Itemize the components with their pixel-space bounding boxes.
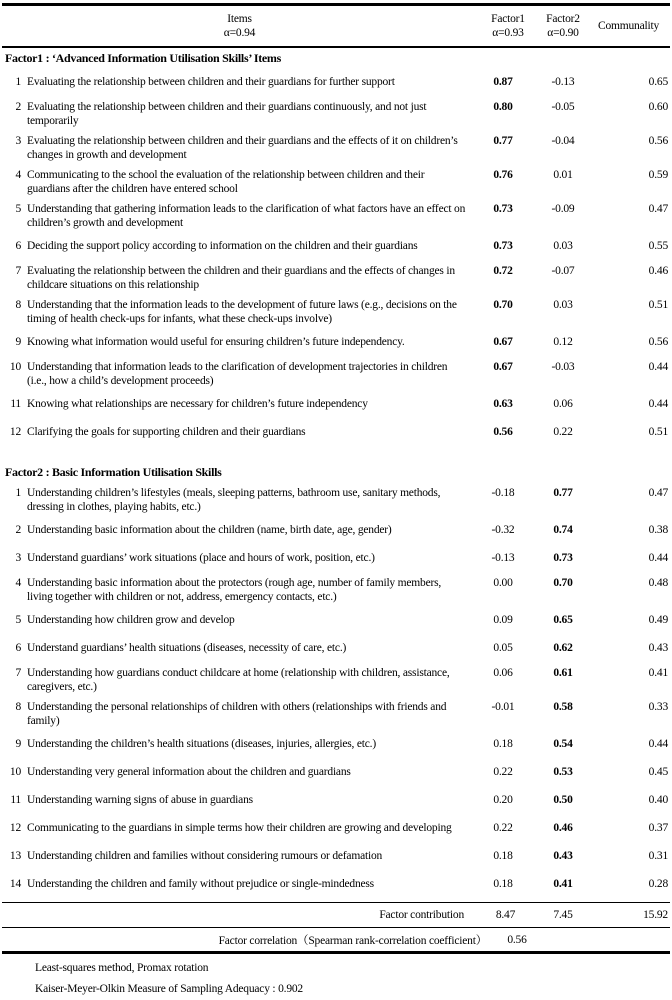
item-number: 12 xyxy=(9,822,21,834)
item-number: 8 xyxy=(15,299,21,311)
item-text: Knowing what information would useful for ensuring children’s future independency. xyxy=(27,336,405,348)
factor2-loading: 0.03 xyxy=(553,240,573,252)
communality-value: 0.44 xyxy=(648,552,668,564)
factor2-loading: 0.03 xyxy=(553,299,573,311)
item-text: Understanding that the information leads to the development of future laws (e.g., decisions on the timing of health check-ups for infants, what these check-ups involve) xyxy=(27,299,457,325)
table-row xyxy=(2,294,670,328)
communality-value: 0.56 xyxy=(648,336,668,348)
table-row xyxy=(2,516,670,544)
factor1-loading: 0.00 xyxy=(493,577,513,589)
item-text: Understand guardians’ health situations (diseases, necessity of care, etc.) xyxy=(27,642,347,654)
communality-value: 0.40 xyxy=(648,794,668,806)
factor2-loading: 0.70 xyxy=(553,577,573,589)
header-communality: Communality xyxy=(597,20,660,32)
item-text: Communicating to the school the evaluation of the relationship between children and their guardians after the children have entered school xyxy=(27,169,425,195)
factor2-loading: -0.07 xyxy=(551,265,575,277)
factor1-loading: 0.06 xyxy=(493,667,513,679)
communality-value: 0.51 xyxy=(648,299,668,311)
table-row xyxy=(2,842,670,870)
factor1-loading: 0.87 xyxy=(493,76,513,88)
communality-value: 0.45 xyxy=(648,766,668,778)
factor1-rows xyxy=(2,68,670,446)
item-text: Understanding how children grow and develop xyxy=(27,614,235,626)
communality-value: 0.38 xyxy=(648,524,668,536)
note-kmo: Kaiser-Meyer-Olkin Measure of Sampling Adequacy : 0.902 xyxy=(35,983,303,995)
factor2-loading: 0.46 xyxy=(553,822,573,834)
item-number: 4 xyxy=(15,577,21,589)
factor1-loading: 0.05 xyxy=(493,642,513,654)
item-text: Understanding children’s lifestyles (meals, sleeping patterns, bathroom use, sanitary methods, dressing in clothes, playing habits, etc.) xyxy=(27,487,441,513)
factor2-loading: 0.61 xyxy=(553,667,573,679)
item-text: Understanding how guardians conduct childcare at home (relationship with children, assistance, caregivers, etc.) xyxy=(27,667,450,693)
communality-value: 0.60 xyxy=(648,101,668,113)
table-notes xyxy=(2,954,670,1000)
factor1-loading: 0.20 xyxy=(493,794,513,806)
item-text: Understanding warning signs of abuse in guardians xyxy=(27,794,253,806)
item-number: 2 xyxy=(15,101,21,113)
item-number: 11 xyxy=(10,398,21,410)
table-row xyxy=(2,814,670,842)
table-row xyxy=(2,696,670,730)
header-items xyxy=(2,12,477,40)
table-row xyxy=(2,786,670,814)
communality-value: 0.56 xyxy=(648,135,668,147)
header-factor2-alpha: α=0.90 xyxy=(547,27,579,39)
factor2-loading: -0.05 xyxy=(551,101,575,113)
factor2-loading: 0.22 xyxy=(553,426,573,438)
factor1-loading: 0.18 xyxy=(493,850,513,862)
item-number: 13 xyxy=(9,850,21,862)
factor2-loading: 0.58 xyxy=(553,701,573,713)
table-header xyxy=(2,6,670,48)
item-number: 2 xyxy=(15,524,21,536)
item-text: Communicating to the guardians in simple terms how their children are growing and developing xyxy=(27,822,452,834)
factor2-loading: -0.13 xyxy=(551,76,575,88)
communality-value: 0.47 xyxy=(648,487,668,499)
table-row xyxy=(2,662,670,696)
factor1-loading: 0.80 xyxy=(493,101,513,113)
item-text: Knowing what relationships are necessary for children’s future independency xyxy=(27,398,368,410)
factor1-loading: 0.70 xyxy=(493,299,513,311)
item-text: Understanding that information leads to the clarification of development trajectories in children (i.e., how a child’s development proceeds) xyxy=(27,361,448,387)
item-number: 12 xyxy=(9,426,21,438)
table-row xyxy=(2,130,670,164)
item-number: 1 xyxy=(15,487,21,499)
factor2-loading: 0.50 xyxy=(553,794,573,806)
communality-value: 0.51 xyxy=(648,426,668,438)
item-text: Clarifying the goals for supporting children and their guardians xyxy=(27,426,306,438)
factor1-loading: 0.63 xyxy=(493,398,513,410)
item-number: 3 xyxy=(15,135,21,147)
factor2-loading: 0.73 xyxy=(553,552,573,564)
header-factor1-label: Factor1 xyxy=(491,13,525,25)
table-row xyxy=(2,418,670,446)
communality-value: 0.33 xyxy=(648,701,668,713)
factor1-loading: 0.22 xyxy=(493,766,513,778)
factor1-loading: 0.56 xyxy=(493,426,513,438)
factor2-loading: 0.62 xyxy=(553,642,573,654)
item-text: Evaluating the relationship between children and their guardians continuously, and not just temporarily xyxy=(27,101,427,127)
item-text: Understanding very general information about the children and guardians xyxy=(27,766,351,778)
item-text: Understand guardians’ work situations (place and hours of work, position, etc.) xyxy=(27,552,375,564)
factor2-section-title: Factor2 : Basic Information Utilisation Skills xyxy=(5,465,222,479)
item-number: 9 xyxy=(15,738,21,750)
factor2-loading: -0.09 xyxy=(551,203,575,215)
factor1-loading: 0.22 xyxy=(493,822,513,834)
factor2-loading: 0.54 xyxy=(553,738,573,750)
table-row xyxy=(2,68,670,96)
factor2-loading: 0.43 xyxy=(553,850,573,862)
communality-value: 0.43 xyxy=(648,642,668,654)
factor-contribution-f2: 7.45 xyxy=(553,909,573,921)
item-number: 10 xyxy=(9,361,21,373)
communality-value: 0.37 xyxy=(648,822,668,834)
communality-value: 0.59 xyxy=(648,169,668,181)
factor2-loading: 0.53 xyxy=(553,766,573,778)
factor-correlation-label: Factor correlation（Spearman rank-correlation coefficient） xyxy=(218,934,487,947)
factor2-loading: -0.03 xyxy=(551,361,575,373)
header-items-alpha: α=0.94 xyxy=(223,27,256,39)
table-row xyxy=(2,572,670,606)
item-number: 8 xyxy=(15,701,21,713)
item-number: 6 xyxy=(15,642,21,654)
item-number: 10 xyxy=(9,766,21,778)
factor2-rows xyxy=(2,482,670,898)
table-row xyxy=(2,634,670,662)
item-text: Understanding basic information about the protectors (rough age, number of family members, living together with children or not, address, emergency contacts, etc.) xyxy=(27,577,442,603)
factor1-loading: 0.18 xyxy=(493,738,513,750)
factor2-loading: 0.12 xyxy=(553,336,573,348)
factor2-loading: 0.74 xyxy=(553,524,573,536)
table-row xyxy=(2,730,670,758)
header-factor2 xyxy=(539,12,587,40)
item-text: Understanding that gathering information leads to the clarification of what factors have an effect on children’s growth and development xyxy=(27,203,466,229)
table-row xyxy=(2,870,670,898)
communality-value: 0.48 xyxy=(648,577,668,589)
communality-value: 0.31 xyxy=(648,850,668,862)
header-factor2-label: Factor2 xyxy=(546,13,580,25)
item-text: Understanding the personal relationships of children with others (relationships with friends and family) xyxy=(27,701,447,727)
factor1-loading: 0.73 xyxy=(493,240,513,252)
factor1-loading: 0.73 xyxy=(493,203,513,215)
factor2-loading: 0.41 xyxy=(553,878,573,890)
factor2-loading: 0.65 xyxy=(553,614,573,626)
item-text: Deciding the support policy according to information on the children and their guardians xyxy=(27,240,418,252)
communality-value: 0.41 xyxy=(648,667,668,679)
item-text: Evaluating the relationship between children and their guardians for further support xyxy=(27,76,395,88)
factor1-loading: 0.76 xyxy=(493,169,513,181)
factor1-loading: 0.67 xyxy=(493,361,513,373)
header-factor1-alpha: α=0.93 xyxy=(492,27,524,39)
table-row xyxy=(2,356,670,390)
item-number: 1 xyxy=(15,76,21,88)
factor-correlation-row xyxy=(2,928,670,954)
factor-analysis-table xyxy=(2,3,670,1000)
table-row xyxy=(2,96,670,130)
factor1-loading: 0.77 xyxy=(493,135,513,147)
table-row xyxy=(2,198,670,232)
communality-value: 0.28 xyxy=(648,878,668,890)
factor2-loading: 0.06 xyxy=(553,398,573,410)
communality-value: 0.44 xyxy=(648,738,668,750)
communality-value: 0.65 xyxy=(648,76,668,88)
factor-contribution-label: Factor contribution xyxy=(379,909,464,921)
item-text: Evaluating the relationship between children and their guardians and the effects of it on children’s changes in growth and development xyxy=(27,135,458,161)
section-gap xyxy=(2,446,670,462)
item-number: 4 xyxy=(15,169,21,181)
item-number: 11 xyxy=(10,794,21,806)
factor-contribution-f1: 8.47 xyxy=(495,909,516,921)
communality-value: 0.55 xyxy=(648,240,668,252)
item-text: Understanding the children and family without prejudice or single-mindedness xyxy=(27,878,374,890)
communality-value: 0.47 xyxy=(648,203,668,215)
factor2-loading: 0.01 xyxy=(553,169,573,181)
item-number: 5 xyxy=(15,203,21,215)
factor-contribution-total: 15.92 xyxy=(643,909,668,921)
factor1-loading: -0.18 xyxy=(491,487,515,499)
factor1-section-title: Factor1 : ‘Advanced Information Utilisation Skills’ Items xyxy=(5,51,281,65)
table-row xyxy=(2,758,670,786)
communality-value: 0.49 xyxy=(648,614,668,626)
item-number: 7 xyxy=(15,265,21,277)
factor1-loading: 0.09 xyxy=(493,614,513,626)
item-number: 5 xyxy=(15,614,21,626)
item-number: 9 xyxy=(15,336,21,348)
item-number: 14 xyxy=(9,878,21,890)
factor1-loading: 0.18 xyxy=(493,878,513,890)
factor1-loading: -0.32 xyxy=(491,524,515,536)
factor-contribution-row xyxy=(2,902,670,928)
item-number: 7 xyxy=(15,667,21,679)
table-row xyxy=(2,164,670,198)
header-items-label: Items xyxy=(227,13,252,25)
communality-value: 0.44 xyxy=(648,361,668,373)
factor2-loading: -0.04 xyxy=(551,135,575,147)
factor-correlation-value: 0.56 xyxy=(507,933,527,946)
factor1-loading: -0.01 xyxy=(491,701,515,713)
table-row xyxy=(2,606,670,634)
table-row xyxy=(2,232,670,260)
header-factor1 xyxy=(477,12,539,40)
item-text: Understanding children and families without considering rumours or defamation xyxy=(27,850,383,862)
item-text: Understanding the children’s health situations (diseases, injuries, allergies, etc.) xyxy=(27,738,376,750)
item-number: 3 xyxy=(15,552,21,564)
table-row xyxy=(2,260,670,294)
note-method: Least-squares method, Promax rotation xyxy=(35,962,209,974)
item-text: Understanding basic information about the children (name, birth date, age, gender) xyxy=(27,524,392,536)
item-text: Evaluating the relationship between the children and their guardians and the effects of changes in childcare situations on this relationship xyxy=(27,265,455,291)
item-number: 6 xyxy=(15,240,21,252)
factor1-loading: 0.67 xyxy=(493,336,513,348)
table-row xyxy=(2,328,670,356)
factor1-loading: -0.13 xyxy=(491,552,515,564)
factor1-loading: 0.72 xyxy=(493,265,513,277)
communality-value: 0.44 xyxy=(648,398,668,410)
table-row xyxy=(2,390,670,418)
communality-value: 0.46 xyxy=(648,265,668,277)
factor2-loading: 0.77 xyxy=(553,487,573,499)
table-row xyxy=(2,544,670,572)
table-row xyxy=(2,482,670,516)
